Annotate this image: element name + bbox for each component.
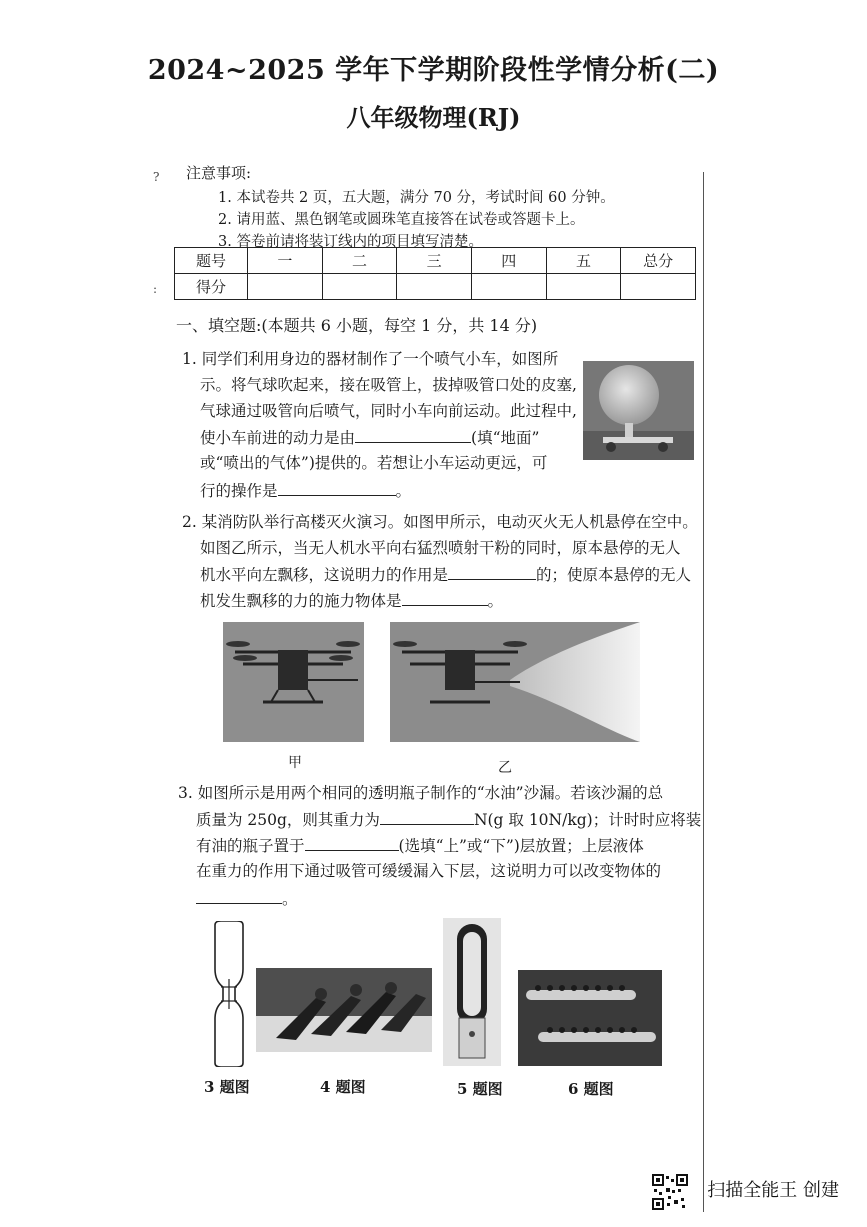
- bladeless-fan-photo: [443, 918, 501, 1066]
- q3-line: [196, 807, 701, 833]
- table-cell: 四: [471, 248, 546, 274]
- q3-line: [196, 886, 298, 912]
- notice-item: 2. 请用蓝、黑色钢笔或圆珠笔直接答在试卷或答题卡上。: [218, 212, 585, 228]
- q2-line: [200, 562, 691, 588]
- q3-text: 质量为 250g，则其重力为: [196, 811, 380, 829]
- binding-line: [703, 172, 704, 1212]
- figure-caption: 乙: [498, 760, 512, 776]
- answer-blank[interactable]: [402, 588, 488, 606]
- table-cell: 三: [397, 248, 472, 274]
- score-entry-cell[interactable]: [471, 274, 546, 300]
- answer-blank[interactable]: [278, 478, 396, 496]
- score-table-header-row: [175, 248, 696, 274]
- q2-line: [200, 588, 503, 614]
- q2-text: 的；使原本悬停的无人: [536, 566, 692, 584]
- margin-mark: ?: [153, 170, 160, 184]
- answer-blank[interactable]: [196, 886, 282, 904]
- q1-line: [200, 425, 539, 451]
- q2-line: 如图乙所示，当无人机水平向右猛烈喷射干粉的同时，原本悬停的无人: [200, 539, 681, 557]
- table-cell: 五: [546, 248, 621, 274]
- q3-text: 有油的瓶子置于: [196, 837, 305, 855]
- table-cell: 二: [322, 248, 397, 274]
- score-entry-cell[interactable]: [621, 274, 696, 300]
- figure-caption: 甲: [288, 755, 302, 771]
- dragon-boat-photo: [518, 970, 662, 1066]
- q3-line: [196, 833, 644, 859]
- q1-line: 气球通过吸管向后喷气，同时小车向前运动。此过程中,: [200, 402, 577, 420]
- notice-heading: 注意事项:: [186, 164, 252, 182]
- table-cell: 一: [248, 248, 323, 274]
- exam-title: 2024~2025 学年下学期阶段性学情分析(二): [147, 55, 720, 86]
- q1-text: 行的操作是: [200, 482, 278, 500]
- hourglass-bottle-figure: [207, 921, 251, 1067]
- notice-item: 3. 答卷前请将装订线内的项目填写清楚。: [218, 234, 483, 250]
- q2-line: 2. 某消防队举行高楼灭火演习。如图甲所示，电动灭火无人机悬停在空中。: [182, 513, 698, 531]
- score-table-score-row: [175, 274, 696, 300]
- q1-text: (填“地面”: [471, 429, 540, 447]
- score-entry-cell[interactable]: [397, 274, 472, 300]
- exam-subtitle: 八年级物理(RJ): [346, 103, 521, 132]
- figure-label: 3 题图: [204, 1078, 250, 1096]
- figure-label: 6 题图: [568, 1080, 614, 1098]
- table-cell: 总分: [621, 248, 696, 274]
- q3-line: 在重力的作用下通过吸管可缓缓漏入下层，这说明力可以改变物体的: [196, 862, 662, 880]
- score-entry-cell[interactable]: [546, 274, 621, 300]
- q2-text: 机发生飘移的力的施力物体是: [200, 592, 402, 610]
- q3-line: 3. 如图所示是用两个相同的透明瓶子制作的“水油”沙漏。若该沙漏的总: [178, 784, 664, 802]
- answer-blank[interactable]: [355, 425, 471, 443]
- scanner-watermark: 扫描全能王 创建: [707, 1180, 839, 1201]
- q1-line: 示。将气球吹起来，接在吸管上，拔掉吸管口处的皮塞,: [200, 376, 577, 394]
- drone-hover-photo: [223, 622, 364, 742]
- balloon-car-photo: [583, 361, 694, 460]
- margin-mark: :: [153, 282, 158, 296]
- q1-line: 或“喷出的气体”)提供的。若想让小车运动更远，可: [200, 454, 548, 472]
- q1-line: 1. 同学们利用身边的器材制作了一个喷气小车，如图所: [182, 350, 559, 368]
- score-table: [174, 247, 696, 300]
- figure-label: 5 题图: [457, 1080, 503, 1098]
- section-heading: 一、填空题:(本题共 6 小题，每空 1 分，共 14 分): [176, 316, 538, 335]
- skaters-photo: [256, 968, 432, 1052]
- figure-label: 4 题图: [320, 1078, 366, 1096]
- q3-text: N(g 取 10N/kg)；计时时应将装: [473, 811, 702, 829]
- q1-line: [200, 478, 411, 504]
- q3-text: (选填“上”或“下”)层放置；上层液体: [398, 837, 644, 855]
- q3-text: 。: [282, 890, 298, 908]
- q2-text: 机水平向左飘移，这说明力的作用是: [200, 566, 449, 584]
- drone-spray-photo: [390, 622, 640, 742]
- table-cell: 得分: [175, 274, 248, 300]
- answer-blank[interactable]: [380, 807, 474, 825]
- table-cell: 题号: [175, 248, 248, 274]
- q1-text: 使小车前进的动力是由: [200, 429, 356, 447]
- notice-item: 1. 本试卷共 2 页，五大题，满分 70 分，考试时间 60 分钟。: [218, 190, 615, 206]
- answer-blank[interactable]: [305, 833, 399, 851]
- q1-text: 。: [395, 482, 412, 500]
- score-entry-cell[interactable]: [248, 274, 323, 300]
- answer-blank[interactable]: [448, 562, 536, 580]
- q2-text: 。: [487, 592, 504, 610]
- qr-code-icon: [652, 1174, 688, 1210]
- score-entry-cell[interactable]: [322, 274, 397, 300]
